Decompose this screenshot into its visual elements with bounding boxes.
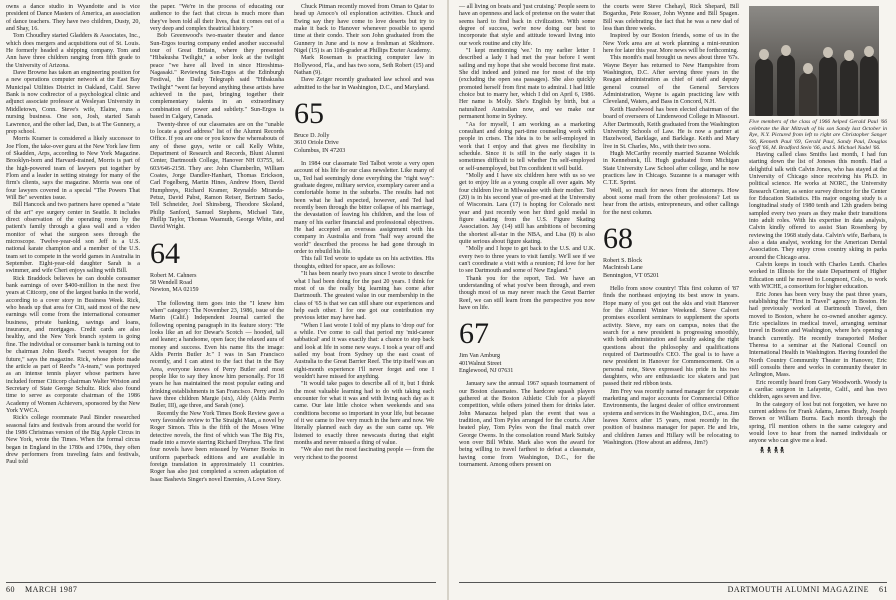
paragraph: Bill Hancock and two partners have opened a "state of the art" eye surgery center in Seattle. It includes direct observation of the operating room by the patient's family through a glass wall and a video monitor of what the surgeon sees through the microscope. Twelve-year-old son Jeff is a U.S. national karate champion and a member of the U.S. team set to compete in the world games in Australia in September. Eight-year-old daughter Sarah is a swimmer, and wife Cheri enjoys sailing with Bill. bbox=[6, 202, 140, 275]
address-line: Newton, MA 02159 bbox=[150, 287, 199, 294]
column-5-part-b bbox=[603, 286, 739, 448]
address-line: Robert S. Block bbox=[603, 257, 643, 264]
column-2 bbox=[150, 4, 284, 484]
address-line: 401Walnut Street bbox=[459, 360, 502, 367]
paragraph: Chuck Pitman recently moved from Oman to Qatar to head up Amoco's oil exploration activities. Chuck and Ewing say they have come to love deserts but try to make it back to Hanover whenever possible to spend time at their condo. Their son John graduated from the Gunnery in June and is now a freshman at Skidmore. Nigel (15) is an 11th-grader at Phillips Exeter Academy. bbox=[294, 4, 434, 55]
class-year-68: 68 bbox=[603, 221, 633, 255]
decorative-dancers-icon bbox=[759, 446, 785, 454]
column-4-part-a bbox=[459, 4, 595, 312]
paragraph: Recently the New York Times Book Review gave a very favorable review to The Straight Man, a novel by Roger Simon. This is the fifth of the Moses Wine detective novels, the first of which was The Big Fix, made into a movie starring Richard Dreyfuss. The first four novels have been reissued by Warner Books in uniform paperback editions and are available in foreign translation in approximately 11 countries. Roger has also just completed a screen adaptation of Isaac Bashevis Singer's novel Enemies, A Love Story. bbox=[150, 410, 284, 483]
column-3-part-b bbox=[294, 161, 434, 462]
paragraph: Hello from snow country! This first column of '87 finds the northeast enjoying its best snow in years. Hope many of you get out the skis and visit Hanover for the Alumni Winter Weekend. Steve Calvert promises excellent seminars to supplement the sports activity. Steve, my ears on campus, notes that the search for a new president is progressing smoothly, with both administration and faculty asking the right questions about the philosophy and qualifications required of Dartmouth's CEO. The goal is to have a new president in Hanover for Commencement. On a personal note, Steve expressed his pride in his two daughters, who are enthusiastic ice skaters and just passed their red ribbon tests. bbox=[603, 285, 739, 388]
class-67-secretary-address bbox=[459, 353, 595, 375]
address-line: Englewood, NJ 07631 bbox=[459, 368, 514, 375]
paragraph: "Molly and I have six children here with us so we get to enjoy life as a young couple all over again. My four children live in Milwaukee with their mother. Ted (20) is in his second year of pre-med at the University of Wisconsin. Lara (17) is hoping for Colorado next year and just recently won her third gold medal in figure skating from the U.S. Figure Skating Association. Jay (14) still has ambitions of becoming the shortest all-star in the NBA, and Lisa (8) is also quite serious about figure skating. bbox=[459, 172, 595, 245]
column-1 bbox=[6, 4, 140, 467]
class-65-secretary-address bbox=[294, 133, 434, 155]
folio-left bbox=[6, 585, 77, 594]
paragraph: Dave Zeiger recently graduated law school and was admitted to the bar in Washington, D.C., and Maryland. bbox=[294, 77, 434, 91]
paragraph: Having called class Smiths last month, I had fun starting down the list of Joneses this month. Had a delightful talk with Calvin Jones, who has stayed at the University of Chicago since receiving his Ph.D. in political science. He works at NORC, the University Research Center, as senior survey director for the Center for Education Statistics. His major ongoing study is a longitudinal study of 1980 tenth and 12th graders being sampled every two years as they make their transitions into adult roles. With his expertise in data analysis, Calvin kindly offered to assist Stan Rosenberg by reviewing the 1968 study data. Calvin's wife, Barbara, is also a data analyst, working for the American Dental Association. They enjoy cross country skiing in parks around the Chicago area. bbox=[749, 151, 888, 261]
class-year-64: 64 bbox=[150, 236, 180, 270]
paragraph: Twenty-three of our classmates are on the "unable to locate a good address" list of the Alumni Records Office. If you are one or you know the whereabouts of any of these guys, write or call Kelly White, Department of Research and Records, Blunt Alumni Center, Dartmouth College, Hanover NH 03755, tel. 603/646-2158. They are: John Chamberlin, William Coates, Jorge Dandler-Hanhart, Thomas Erickson, Carl Fogelberg, Martin Hines, Andrew Hoen, David Humphreys, Richard Kramer, Reynaldo Miranda-Petuz, David Pabst, Ramon Reiser, Bertram Sacks, Tell Schneider, Joel Shinsberg, Theodore Skoland, Philip Sanford, Samuel Stephens, Michael Tate, Phillip Taylor, Thomas Wasmuth, George White, and David Wright. bbox=[150, 121, 284, 231]
address-line: Columbus, IN 47203 bbox=[294, 147, 346, 154]
paragraph: "As for myself, I am working as a marketing consultant and doing part-time counseling work with people in crises. The idea is to be self-employed in work that I enjoy and that gives me flexibility in schedule. Since it is still in the early stages it is sometimes difficult to tell whether I'm self-employed or self-unemployed, but I'm confident it will build. bbox=[459, 121, 595, 172]
paragraph: the paper. "We're in the process of educating our audience to the fact that circus is much more than they've been told all their lives, that it comes out of a very deep and complex theatrical history." bbox=[150, 4, 284, 33]
paragraph: Jim Frey was recently named manager for corporate marketing and major accounts for Commercial Office Environments, the largest dealer of office environment systems and services in the Washington, D.C., area. Jim leaves Xerox after 15 years, most recently in the position of business manager for paper. He and Iris, and children James and Hillary will be relocating to Washington. (How about an address, Jim?) bbox=[603, 388, 739, 447]
address-line: MacIntosh Lane bbox=[603, 265, 643, 272]
column-3-part-a bbox=[294, 4, 434, 92]
paragraph: Bob Greenwood's two-master theater and dance Sun-Ergos touring company ended another successful tour of Great Britain, where they presented "Hibakusha Twilight," a sober look at the twilight peace "we have all lived in since Hiroshima-Nagasaki." Reviewing Sun-Ergos at the Edinburgh Festival, the Daily Telegraph said "Hibakusha Twilight" "went far beyond anything these artists have achieved in the past, bringing together their complementary talents in an extraordinary combination of power and subtlety." Sun-Ergos is based in Calgary, Canada. bbox=[150, 33, 284, 121]
reunion-photo bbox=[749, 6, 879, 116]
right-page bbox=[449, 0, 896, 600]
paragraph: Eric recently heard from Gary Woodworth. Woody is a cardiac surgeon in Lafayette, Calif., and has two children, ages seven and five. bbox=[749, 379, 887, 401]
footer-rule bbox=[6, 582, 436, 583]
paragraph: In 1984 our classmate Ted Talbot wrote a very open account of his life for our class newsletter. Like many of us, Ted had seemingly done everything the "right way": graduate degree, military service, exemplary career and a comfortable home in the suburbs. The results had not been what he had expected, however, and Ted had recently been through the bitter collapse of his marriage, the devastation of leaving his children, and the loss of many of his earlier financial and professional objectives. He had accepted an overseas assignment with his company in Australia and from "half way around the world" described the process he had gone through in order to rebuild his life. bbox=[294, 161, 434, 256]
paragraph: Tom Choudhry started Gladders & Associates, Inc., which does mergers and acquisitions out of St. Louis. He formerly headed a shipping company. Tom and Ann have three children ranging from fifth grade to the University of Arizona. bbox=[6, 33, 140, 69]
paragraph: Keith Hazelwood has been elected chairman of the board of overseers of Lindenwood College in Missouri. After Dartmouth, Keith graduated from the Washington University Schools of Law. He is now a partner at Hazelwood, Barklage, and Barklage. Keith and Mary live in St. Charles, Mo., with their two sons. bbox=[603, 106, 739, 150]
paragraph: "We also met the most fascinating people — from the very richest to the poorest bbox=[294, 447, 434, 461]
column-3 bbox=[294, 4, 434, 462]
class-64-secretary-address bbox=[150, 273, 284, 295]
class-68-secretary-address bbox=[603, 258, 739, 280]
paragraph: Mark Roseman is practicing computer law in Hollywood, Fla., and has two sons, Seth Robert (15) and Nathan (9). bbox=[294, 55, 434, 77]
paragraph: "It has been nearly two years since I wrote to describe what I had been doing for the past 20 years. I think for most of us the really big learning has come after Dartmouth. The greatest value in our membership in the class of '65 is that we can still share our experiences and help each other. I for one got our contribution my previous letter may have had. bbox=[294, 271, 434, 322]
column-4-part-b bbox=[459, 381, 595, 469]
paragraph: Morris Kramer is considered a likely successor to Joe Flom, the take-over guru at the New York law firm of Skadden, Arps, according to New York Magazine. Brooklyn-born and Harvard-trained, Morris is part of the high-powered team of lawyers put together by Flom and a leader in setting strategy for many of the firm's clients, says the magazine. Morris was one of four lawyers covered in a special "The Powers That Will Be" seventies issue. bbox=[6, 136, 140, 201]
column-5-part-a bbox=[603, 4, 739, 217]
magazine-title: DARTMOUTH ALUMNI MAGAZINE bbox=[727, 585, 869, 594]
column-6-body bbox=[749, 152, 887, 446]
paragraph: owns a dance studio in Wyandotte and is vice president of Dance Masters of America, an association of dance teachers. They have two children, Dusty, 20, and Shay, 16. bbox=[6, 4, 140, 33]
column-4 bbox=[459, 4, 595, 469]
class-year-67: 67 bbox=[459, 317, 489, 351]
paragraph: Rick Braddock believes he can double consumer bank earnings of over $400-million in the next five years at Citicorp, one of the largest banks in the world, according to a cover story in Business Week. Rick, who heads up that area for Citi, said most of the new earnings will come from the international consumer business, private banking, savings and loans, insurance, and mortgages. Credit cards are also healthy, and the New York branch system is going fine. The individual or consumer bank is turning out to be chairman John Reed's "secret weapon for the future," says the magazine. Rick, whose photo made the article as part of Reed's "A-team," was portrayed as an intense tennis player whose partners have included former Citicorp chairman Walter Wriston and Secretary of State George Schultz. Rick also found time to serve as corporate chairman of the 1986 Academy of Women Achievers, sponsored by the New York YWCA. bbox=[6, 275, 140, 414]
paragraph: Rick's college roommate Paul Binder researched seasonal fairs and festivals from around the world for the 1986 Christmas version of the Big Apple Circus in New York, wrote the Times. When the formal circus began in England in the 1780s and 1790s, they often drew performers from traveling fairs and festivals, Paul told bbox=[6, 415, 140, 466]
address-line: 58 Wendell Road bbox=[150, 279, 193, 286]
page-number: 60 bbox=[6, 585, 15, 594]
address-line: Jim Van Amburg bbox=[459, 353, 501, 360]
paragraph: — all living on boats and 'just cruising.' People seem to have an openness and lack of pretense on the water that seems hard to find back in civilization. With some degree of success, we're now doing our best to incorporate that style and attitude toward living into our work routine and city life. bbox=[459, 4, 595, 47]
address-line: 3610 Oriole Drive bbox=[294, 140, 339, 147]
paragraph: January saw the annual 1967 squash tournament of our Boston classmates. The hardcore squash players gathered at the Boston Athletic Club for a playoff competition, while others joined them for drinks later. John Manazza helped plan the event that was a tradition, and Tom Pyles arranged for the courts. After heated play, Tom Pyles won the final match over George Owens. In the consolation round Mark Suitsky won over Bill White. Mark also won the award for being willing to travel farthest to defeat a classmate, having come from Washington, D.C., for the tournament. Among others present on bbox=[459, 381, 595, 469]
column-6 bbox=[749, 4, 887, 454]
paragraph: the courts were Steve Chehayl, Rick Shepard, Bill Bogardus, Pete Rosser, John Wynne and Bill Spagen. Bill was celebrating the fact that he was a new dad of less than three weeks. bbox=[603, 4, 739, 33]
paragraph: Hugh McCarthy recently married Suzanne Wolchik in Kennebunk, Ill. Hugh graduated from Michigan State University Law School after college, and he now practices law in Chicago. Suzanne is a manager with C.T.E. Sprint. bbox=[603, 150, 739, 187]
paragraph: The following item goes into the "I knew him when" category: The November 23, 1986, issue of the Marin (Calif.) Independent Journal carried the following opening paragraph in its feature story: "He looks like an ad for Dewar's Scotch — hooded, tall and leaner; a handsome, open face; the relaxed aura of money and success. Even his name fits the image: Aldis Perrin Butler Jr." I was in San Francisco recently, and I can attest to the fact that in the Bay Area, everyone knows of Perry Butler and most people like to say they know him personally. For 18 years he has maintained the most popular eating and drinking establishments in San Francisco. Perry and Jo have three children Margie (six), Aldy (Aldis Perrin Butler, III), age three, and Sarah (one). bbox=[150, 300, 284, 410]
column-2-part-a bbox=[150, 4, 284, 232]
photo-caption: Five members of the class of 1966 helped Gerald Paul '66 celebrate the Bar Mitzvah of his son Sandy last October in Rye, N.Y. Pictured from left to right are Christopher Sanger '66, Kenneth Paul '69, Gerald Paul, Sandy Paul, Douglas Scoff '66, M. Bradford Stein '66, and S. Michael Nadel '66. bbox=[749, 119, 887, 152]
paragraph: Well, so much for news from the attorneys. How about some mail from the other professions? Let us hear from the artists, entrepreneurs, and other callings for the next column. bbox=[603, 187, 739, 216]
paragraph: In the category of lost but not forgotten, we have no current address for Frank Adams, James Brady, Joseph Brown or William Burns. Each month through the spring, I'll mention others in the same category and would love to hear from the named individuals or anyone who can give me a lead. bbox=[749, 401, 887, 445]
paragraph: Dave Browne has taken an engineering position for a new operations computer network at the East Bay Municipal Utilities District in Oakland, Calif. Steve Bank is now codirector of a psychological clinic and adjunct associate professor at Wesleyan University in Middletown, Conn. Steve's wife, Elaine, runs a nursing business. One son, Josh, started Sarah Lawrence, and the other lad, Dan, is at The Gunnery, a prep school. bbox=[6, 70, 140, 135]
paragraph: Calvin keeps in touch with Charles Lenth. Charles worked in Illinois for the state Department of Higher Education until he moved to Longmont, Colo., to work with WICHE, a consortium for higher education. bbox=[749, 262, 887, 291]
paragraph: Eric Jones has been very busy the past three years, establishing the "First in Travel" agency in Boston. He had previously worked at Dartmouth Travel, then moved to Boston, where he co-owned another agency. Eric specializes in medical travel, arranging seminar travel in Boston and Washington, where he's opening a branch currently. He recently transported Mother Theresa to a seminar at the National Council on International Health in Washington. Having founded the North Country Community Theater in Hanover, Eric still consults there and works in community theater in Arlington, Mass. bbox=[749, 291, 887, 379]
footer-rule bbox=[459, 582, 887, 583]
paragraph: This month's mail brought us news about three '67s. Wayne Beyer has returned to New Hampshire from Washington, D.C. After serving three years in the Reagan administration as chief of staff and deputy general counsel of the General Services Administration, Wayne is again practicing law with Cleveland, Waters, and Bass in Concord, N.H. bbox=[603, 55, 739, 106]
paragraph: "Molly and I hope to get back to the U.S. and U.K. every two to three years to visit family. We'll see if we can't coordinate a visit with a reunion; I'd love for her to see Dartmouth and some of New England." bbox=[459, 246, 595, 275]
address-line: Bruce D. Jolly bbox=[294, 133, 330, 140]
address-line: Robert M. Cahners bbox=[150, 272, 197, 279]
column-5 bbox=[603, 4, 739, 447]
paragraph: "When I last wrote I told of my plans to 'drop out' for a while. I've come to call that period my 'mid-career sabbatical' and it was exactly that: a chance to step back and look at life in some new ways. I took a year off and sailed my boat from Sydney up the east coast of Australia to the Great Barrier Reef. The trip itself was an eight-month experience I'll never forget and one I wouldn't have missed for anything. bbox=[294, 322, 434, 380]
paragraph: Inspired by our Boston friends, some of us in the New York area are at work planning a mini-reunion here for later this year. More news will be forthcoming. bbox=[603, 33, 739, 55]
paragraph: This fall Ted wrote to update us on his activities. His thoughts, edited for space, are as follows: bbox=[294, 256, 434, 270]
left-page bbox=[0, 0, 447, 600]
magazine-issue: MARCH 1987 bbox=[25, 585, 78, 594]
page-number: 61 bbox=[879, 585, 888, 594]
class-year-65: 65 bbox=[294, 97, 324, 131]
folio-right bbox=[728, 585, 888, 594]
paragraph: "It would take pages to describe all of it, but I think the most valuable learning had to do with taking each encounter for what it was and with living each day as it came. Our late little choice when weekends and sea conditions become so important in your life, but because of it we came to live very much in the here and now. We literally planned each day as the sun came up. We listened to exactly three newscasts during that eight months and never missed a thing of value. bbox=[294, 381, 434, 447]
column-2-part-b bbox=[150, 301, 284, 485]
paragraph: Thank you for the report, Ted. We have an understanding of what you've been through, and even though most of us may never reach the Great Barrier Reef, we can still learn from the perspective you now have on life. bbox=[459, 275, 595, 312]
address-line: Bennington, VT 05201 bbox=[603, 272, 660, 279]
paragraph: "I kept mentioning 'we.' In my earlier letter I described a lady I had met the year before I went sailing and my hope that she would become first mate. She did indeed and joined me for most of the trip (excluding the open sea passages). She also quickly promoted herself from first mate to admiral. I had little choice but to marry her, which I did on April 6, 1986. Her name is Molly. She's English by birth, but a naturalized Australian now, and we make our permanent home in Sydney. bbox=[459, 48, 595, 121]
